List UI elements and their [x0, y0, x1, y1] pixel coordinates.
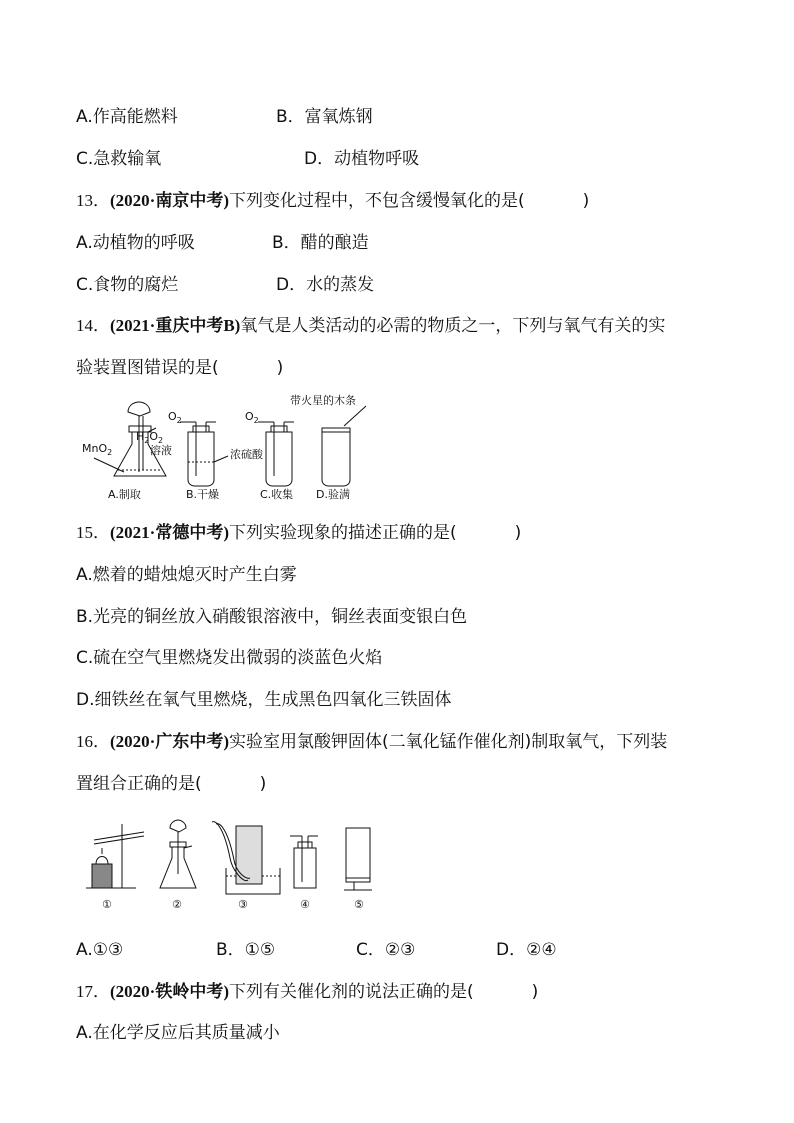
water-trough-apparatus — [212, 822, 280, 894]
q16-stem-line2 — [76, 774, 266, 794]
label-5: ⑤ — [354, 898, 364, 910]
q15-close: ) — [514, 523, 522, 543]
h2o2-label: $H_2O_2$ — [136, 430, 164, 445]
q13-option-d: D．水的蒸发 — [276, 275, 375, 295]
q17-text: 下列有关催化剂的说法正确的是( — [229, 982, 474, 1002]
label-1: ① — [102, 898, 112, 910]
o2-label-c: $O_2$ — [245, 410, 259, 425]
flask-funnel-apparatus — [160, 820, 196, 888]
q13-option-b: B．醋的酿造 — [272, 233, 369, 253]
q17-option-a: A.在化学反应后其质量减小 — [76, 1023, 280, 1043]
q16-option-c: C．②③ — [356, 940, 416, 960]
q17-stem — [76, 982, 538, 1002]
stick-label: 带火星的木条 — [290, 394, 356, 407]
q17-close: ) — [531, 982, 539, 1002]
q17-number: 17． — [76, 982, 110, 1001]
caption-b: B.干燥 — [186, 488, 220, 500]
q15-stem — [76, 523, 521, 543]
q12-option-c: C.急救输氧 — [76, 149, 162, 169]
q14-stem-line1 — [76, 316, 665, 336]
q16-source: (2020·广东中考) — [110, 732, 229, 751]
q13-stem — [76, 191, 589, 211]
q16-text-2: 置组合正确的是( — [76, 774, 202, 794]
collecting-bottle — [258, 422, 294, 486]
q16-option-b: B．①⑤ — [216, 940, 276, 960]
q16-option-a: A.①③ — [76, 940, 124, 960]
q14-number: 14． — [76, 316, 110, 335]
q15-option-d: D.细铁丝在氧气里燃烧，生成黑色四氧化三铁固体 — [76, 690, 452, 710]
q13-option-a: A.动植物的呼吸 — [76, 233, 195, 253]
q15-option-a: A.燃着的蜡烛熄灭时产生白雾 — [76, 565, 297, 585]
q17-source: (2020·铁岭中考) — [110, 982, 229, 1001]
q16-option-d: D．②④ — [496, 940, 557, 960]
q15-option-b: B.光亮的铜丝放入硝酸银溶液中，铜丝表面变银白色 — [76, 607, 468, 627]
q15-option-c: C.硫在空气里燃烧发出微弱的淡蓝色火焰 — [76, 648, 383, 668]
q13-text: 下列变化过程中，不包含缓慢氧化的是( — [229, 191, 525, 211]
q16-stem-line1 — [76, 732, 667, 752]
conc-acid-label: 浓硫酸 — [230, 448, 263, 461]
q16-close: ) — [259, 774, 267, 794]
label-4: ④ — [300, 898, 310, 910]
q14-text: 氧气是人类活动的必需的物质之一，下列与氧气有关的实 — [240, 316, 666, 336]
q16-number: 16． — [76, 732, 110, 751]
gas-jar — [322, 406, 366, 486]
q14-figure — [80, 392, 380, 500]
caption-a: A.制取 — [108, 488, 141, 500]
washing-bottle — [180, 422, 228, 486]
q12-option-d: D．动植物呼吸 — [304, 149, 420, 169]
q14-text-2: 验装置图错误的是( — [76, 358, 219, 378]
bottle-long-tube — [290, 836, 318, 888]
q14-close: ) — [276, 358, 284, 378]
mno2-label: MnO$_2$ — [82, 442, 113, 457]
q12-option-b: B．富氧炼钢 — [276, 107, 373, 127]
solution-label: 溶液 — [150, 444, 172, 457]
o2-label-b: $O_2$ — [168, 410, 182, 425]
q13-source: (2020·南京中考) — [110, 191, 229, 210]
caption-c: C.收集 — [260, 488, 294, 500]
label-3: ③ — [238, 898, 248, 910]
q12-option-a: A.作高能燃料 — [76, 107, 178, 127]
q15-source: (2021·常德中考) — [110, 523, 229, 542]
q15-text: 下列实验现象的描述正确的是( — [229, 523, 457, 543]
q13-option-c: C.食物的腐烂 — [76, 275, 179, 295]
heating-apparatus — [86, 824, 144, 888]
q16-text: 实验室用氯酸钾固体(二氧化锰作催化剂)制取氧气，下列装 — [229, 732, 668, 752]
q14-source: (2021·重庆中考B) — [110, 316, 241, 335]
q14-stem-line2 — [76, 358, 283, 378]
q13-number: 13． — [76, 191, 110, 210]
q13-close: ) — [582, 191, 590, 211]
q16-figure — [84, 818, 384, 910]
q15-number: 15． — [76, 523, 110, 542]
inverted-bottle — [344, 828, 372, 890]
label-2: ② — [172, 898, 182, 910]
caption-d: D.验满 — [316, 488, 350, 500]
